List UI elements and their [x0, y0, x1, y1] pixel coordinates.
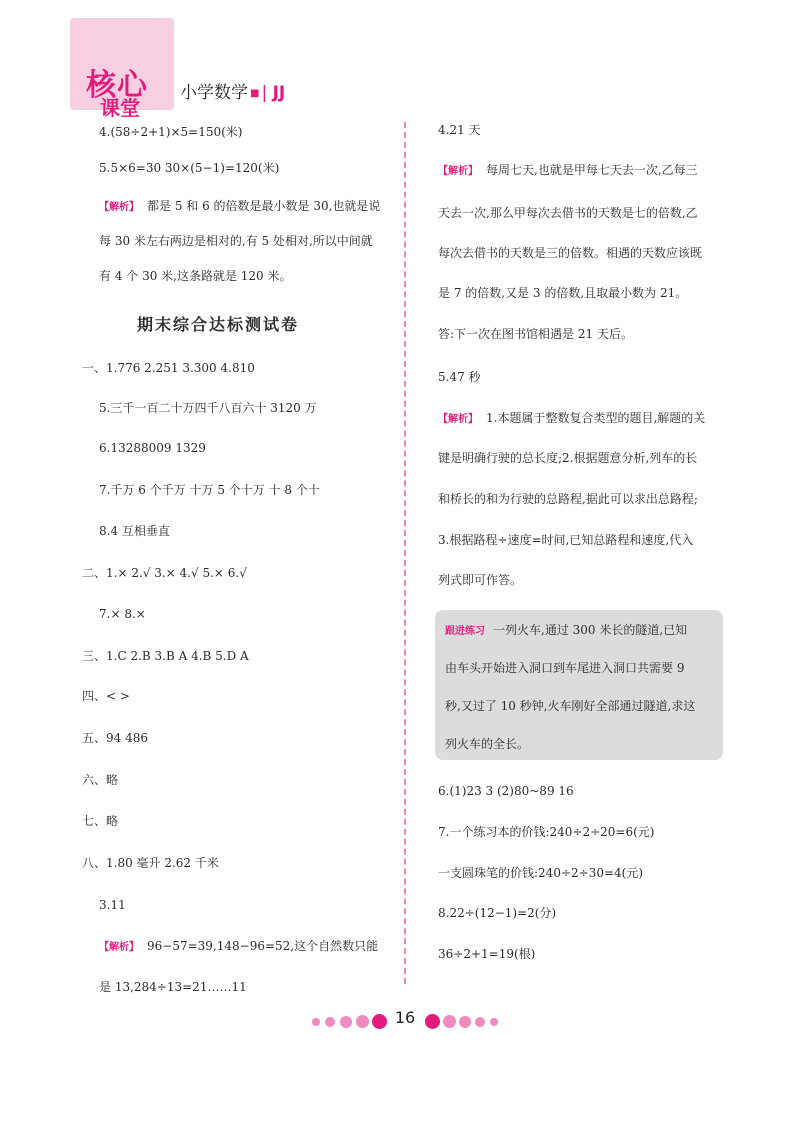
- answer-line: 8.4 互相垂直: [99, 524, 170, 538]
- analysis-line: [438, 410, 705, 428]
- logo: [70, 18, 174, 120]
- decor-dot-icon: [372, 1014, 387, 1029]
- answer-line: 八、1.80 毫升 2.62 千米: [82, 856, 219, 870]
- practice-line: [445, 622, 687, 640]
- analysis-tag: 【解析】: [99, 942, 139, 953]
- answer-line: 7.× 8.×: [99, 607, 146, 621]
- answer-line: 三、1.C 2.B 3.B A 4.B 5.D A: [82, 649, 249, 663]
- answer-line: 4.(58÷2+1)×5=150(米): [99, 125, 243, 139]
- practice-box: [435, 610, 723, 760]
- decor-dot-icon: [312, 1018, 320, 1026]
- decor-dot-icon: [325, 1017, 335, 1027]
- decor-dot-icon: [356, 1015, 369, 1028]
- column-divider: [404, 122, 406, 984]
- answer-line: 5.5×6=30 30×(5−1)=120(米): [99, 161, 280, 175]
- answer-line: 3.11: [99, 898, 126, 912]
- analysis-tag: 【解析】: [438, 166, 478, 177]
- header-subject: [180, 78, 285, 103]
- analysis-line: 每次去借书的天数是三的倍数。相遇的天数应该既: [438, 246, 703, 260]
- answer-line: 36÷2+1=19(根): [438, 947, 536, 961]
- dot-icon: ■: [250, 87, 260, 99]
- answer-line: 4.21 天: [438, 123, 481, 137]
- decor-dot-icon: [490, 1018, 498, 1026]
- decor-dot-icon: [459, 1016, 471, 1028]
- analysis-text: 都是 5 和 6 的倍数是最小数是 30,也就是说: [147, 199, 381, 213]
- subject-label: 小学数学: [180, 83, 248, 103]
- answer-line: 6.(1)23 3 (2)80~89 16: [438, 784, 574, 798]
- answer-line: 6.13288009 1329: [99, 441, 206, 455]
- decor-dot-icon: [443, 1015, 456, 1028]
- section-title: 期末综合达标测试卷: [137, 315, 300, 334]
- answer-line: 六、略: [82, 773, 119, 787]
- answer-line: 7.一个练习本的价钱:240÷2÷20=6(元): [438, 825, 655, 839]
- decor-dot-icon: [340, 1016, 352, 1028]
- analysis-line: 有 4 个 30 米,这条路就是 120 米。: [99, 269, 292, 283]
- answer-line: 5.三千一百二十万四千八百六十 3120 万: [99, 401, 317, 415]
- practice-line: 列火车的全长。: [445, 737, 530, 751]
- analysis-line: 是 7 的倍数,又是 3 的倍数,且取最小数为 21。: [438, 286, 688, 300]
- decor-dot-icon: [425, 1014, 440, 1029]
- analysis-line: 列式即可作答。: [438, 573, 523, 587]
- practice-line: 秒,又过了 10 秒钟,火车刚好全部通过隧道,求这: [445, 699, 696, 713]
- analysis-line: [99, 938, 378, 956]
- analysis-text: 1.本题属于整数复合类型的题目,解题的关: [486, 411, 706, 425]
- answer-line: 四、< >: [82, 689, 130, 703]
- separator: |: [261, 83, 268, 103]
- answer-line: 8.22÷(12−1)=2(分): [438, 906, 557, 920]
- analysis-line: [99, 198, 380, 216]
- practice-line: 由车头开始进入洞口到车尾进入洞口共需要 9: [445, 661, 685, 675]
- analysis-line: 键是明确行驶的总长度;2.根据题意分析,列车的长: [438, 451, 698, 465]
- practice-tag: 跟进练习: [445, 626, 485, 637]
- analysis-line: 3.根据路程÷速度=时间,已知总路程和速度,代入: [438, 533, 694, 547]
- analysis-text: 每周七天,也就是甲每七天去一次,乙每三: [486, 163, 698, 177]
- decor-dot-icon: [475, 1017, 485, 1027]
- logo-title: 核心: [86, 68, 148, 103]
- analysis-text: 96−57=39,148−96=52,这个自然数只能: [147, 939, 379, 953]
- answer-line: 二、1.× 2.√ 3.× 4.√ 5.× 6.√: [82, 566, 247, 580]
- analysis-tag: 【解析】: [438, 414, 478, 425]
- answer-line: 答:下一次在图书馆相遇是 21 天后。: [438, 327, 633, 341]
- analysis-line: 每 30 米左右两边是相对的,有 5 处相对,所以中间就: [99, 234, 373, 248]
- answer-line: 五、94 486: [82, 731, 148, 745]
- answer-line: 一、1.776 2.251 3.300 4.810: [82, 361, 255, 375]
- logo-subtitle: 课堂: [100, 96, 140, 120]
- answer-line: 一支圆珠笔的价钱:240÷2÷30=4(元): [438, 866, 644, 880]
- practice-text: 一列火车,通过 300 米长的隧道,已知: [493, 623, 688, 637]
- analysis-line: 是 13,284÷13=21……11: [99, 980, 247, 994]
- page-number: 16: [394, 1008, 416, 1027]
- edition-label: JJ: [272, 83, 286, 103]
- answer-line: 七、略: [82, 814, 119, 828]
- answer-line: 7.千万 6 个千万 十万 5 个十万 十 8 个十: [99, 483, 320, 497]
- analysis-line: 和桥长的和为行驶的总路程,据此可以求出总路程;: [438, 492, 698, 506]
- analysis-tag: 【解析】: [99, 202, 139, 213]
- analysis-line: 天去一次,那么甲每次去借书的天数是七的倍数,乙: [438, 206, 698, 220]
- answer-line: 5.47 秒: [438, 370, 481, 384]
- analysis-line: [438, 162, 698, 180]
